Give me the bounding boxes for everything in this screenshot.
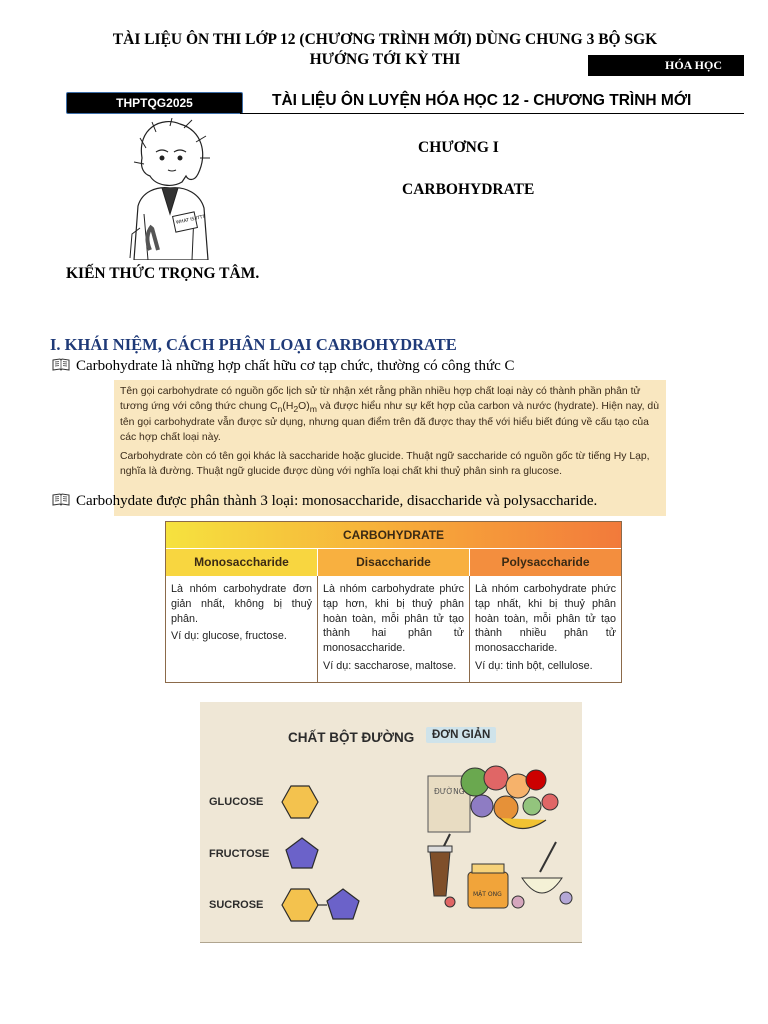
document-title-line1: TÀI LIỆU ÔN THI LỚP 12 (CHƯƠNG TRÌNH MỚI) DÙNG CHUNG 3 BỘ SGK [112,31,658,48]
book-icon [52,493,70,506]
mascot-shirt-text: WHAT IS ITTT [175,214,206,226]
sugar-bag-text: ĐƯỜNG [434,787,465,796]
sucrose-hexagon-icon [282,889,318,921]
paragraph-classification [52,493,597,510]
exam-badge: THPTQG2025 [66,92,243,114]
classification-table [165,521,622,683]
header-divider [240,113,744,114]
table-cell [317,576,469,682]
paragraph-definition [52,358,515,375]
cell-example: Ví dụ: tinh bột, cellulose. [475,659,593,672]
cell-description: Là nhóm carbohydrate phức tạp hơn, khi bị thuỷ phân hoàn toàn, mỗi phân tử tạo thành hai phân tử monosaccharide. [323,583,464,655]
chapter-label: CHƯƠNG I [418,139,499,156]
note-paragraph-1: Tên gọi carbohydrate có nguồn gốc lịch sử từ nhận xét rằng phần nhiều hợp chất loại này có thành phần phân tử tương ứng với công thức chung $C_n(H_2O)_m$ và được hiểu như sự kết hợp của carbon và nước (hydrate). Hiện nay, dù tên gọi carbohydrate vẫn được sử dụng, nhưng quan điểm trên đã được thay thế với hiểu biết đúng về cấu tạo của các hợp chất loại này. [120,386,659,444]
focus-heading: KIẾN THỨC TRỌNG TÂM. [66,265,260,282]
table-title: CARBOHYDRATE [166,522,621,548]
glucose-hexagon-icon [282,786,318,818]
section-heading: I. KHÁI NIỆM, CÁCH PHÂN LOẠI CARBOHYDRATE [50,335,457,354]
subject-tag: HÓA HỌC [588,55,744,76]
fructose-pentagon-icon [286,838,318,868]
mascot-illustration [122,118,217,260]
cell-example: Ví dụ: saccharose, maltose. [323,659,457,672]
column-header: Polysaccharide [470,548,621,576]
infographic-tag: ĐƠN GIẢN [426,727,496,743]
chapter-name: CARBOHYDRATE [402,181,535,198]
honey-jar-icon [468,864,508,908]
cell-example: Ví dụ: glucose, fructose. [171,630,287,643]
document-title-line2: HƯỚNG TỚI KỲ THI [309,51,461,68]
glucose-label: GLUCOSE [209,796,264,808]
note-paragraph-2: Carbohydrate còn có tên gọi khác là saccharide hoặc glucide. Thuật ngữ saccharide có nguồn gốc từ tiếng Hy Lạp, nghĩa là đường. Thuật ngữ glucide được dùng với nghĩa loại chất khi thuỷ phân sinh ra glucose. [120,450,650,477]
infographic-title: CHẤT BỘT ĐƯỜNG [288,730,415,745]
column-header: Monosaccharide [166,548,317,576]
fructose-label: FRUCTOSE [209,848,270,860]
table-cell [469,576,621,682]
drink-cup-icon [428,834,452,896]
table-cell [166,576,317,682]
infographic-art [200,702,582,942]
honey-jar-text: MẬT ONG [473,891,502,898]
paragraph-classification-text: Carbohydate được phân thành 3 loại: monosaccharide, disaccharide và polysaccharide. [76,493,598,509]
cell-description: Là nhóm carbohydrate phức tạp nhất, khi bị thuỷ phân hoàn toàn, mỗi phân tử tạo thành nhiều phân tử monosaccharide. [475,583,616,655]
paragraph-definition-text: Carbohydrate là những hợp chất hữu cơ tạp chức, thường có công thức C [76,358,515,374]
cell-description: Là nhóm carbohydrate đơn giản nhất, không bị thuỷ phân. [171,583,312,625]
sucrose-label: SUCROSE [209,899,264,911]
column-header: Disaccharide [317,548,470,576]
simple-carbohydrate-infographic [200,702,582,943]
sucrose-pentagon-icon [327,889,359,919]
fruit-basket-icon [461,766,558,829]
running-title: TÀI LIỆU ÔN LUYỆN HÓA HỌC 12 - CHƯƠNG TRÌNH MỚI [272,92,692,109]
book-icon [52,358,70,371]
